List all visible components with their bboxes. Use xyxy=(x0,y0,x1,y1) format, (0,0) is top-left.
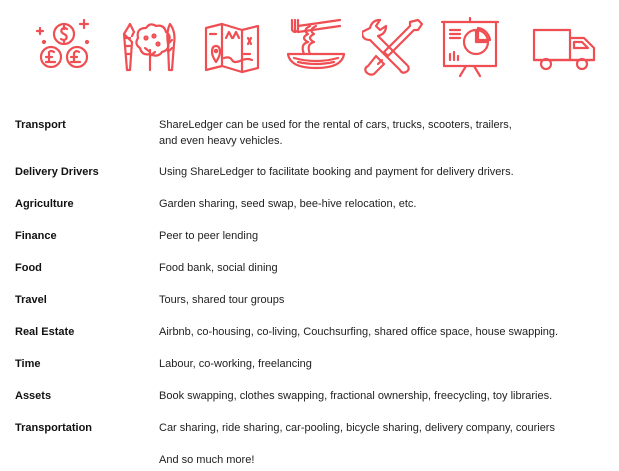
row-label: Agriculture xyxy=(15,198,74,210)
row-description-line: and even heavy vehicles. xyxy=(159,135,283,147)
row-label: Delivery Drivers xyxy=(15,166,99,178)
row-description: Book swapping, clothes swapping, fractional ownership, freecycling, toy libraries. xyxy=(159,390,553,402)
row-description xyxy=(159,117,604,149)
row-description: Garden sharing, seed swap, bee-hive relocation, etc. xyxy=(159,198,417,210)
noodles-icon xyxy=(284,14,348,78)
map-icon xyxy=(200,14,264,78)
row-label: Travel xyxy=(15,294,47,306)
presentation-icon xyxy=(438,14,502,78)
row-description: Peer to peer lending xyxy=(159,230,259,242)
truck-icon xyxy=(532,14,596,78)
more-text: And so much more! xyxy=(159,454,255,466)
row-label: Transportation xyxy=(15,422,93,434)
row-description: Labour, co-working, freelancing xyxy=(159,358,312,370)
icon-row xyxy=(0,0,619,100)
row-label: Food xyxy=(15,262,42,274)
row-description: Using ShareLedger to facilitate booking and payment for delivery drivers. xyxy=(159,166,514,178)
tools-icon xyxy=(362,14,426,78)
row-description-line: ShareLedger can be used for the rental of cars, trucks, scooters, trailers, xyxy=(159,119,512,131)
row-label: Time xyxy=(15,358,41,370)
row-label: Real Estate xyxy=(15,326,75,338)
row-description: Food bank, social dining xyxy=(159,262,278,274)
row-label: Transport xyxy=(15,119,66,131)
agriculture-icon xyxy=(116,14,180,78)
coins-icon xyxy=(32,14,96,78)
row-description: Airbnb, co-housing, co-living, Couchsurfing, shared office space, house swapping. xyxy=(159,326,559,338)
row-description: Car sharing, ride sharing, car-pooling, bicycle sharing, delivery company, couriers xyxy=(159,422,555,434)
row-description: Tours, shared tour groups xyxy=(159,294,285,306)
row-label: Finance xyxy=(15,230,57,242)
row-label: Assets xyxy=(15,390,52,402)
